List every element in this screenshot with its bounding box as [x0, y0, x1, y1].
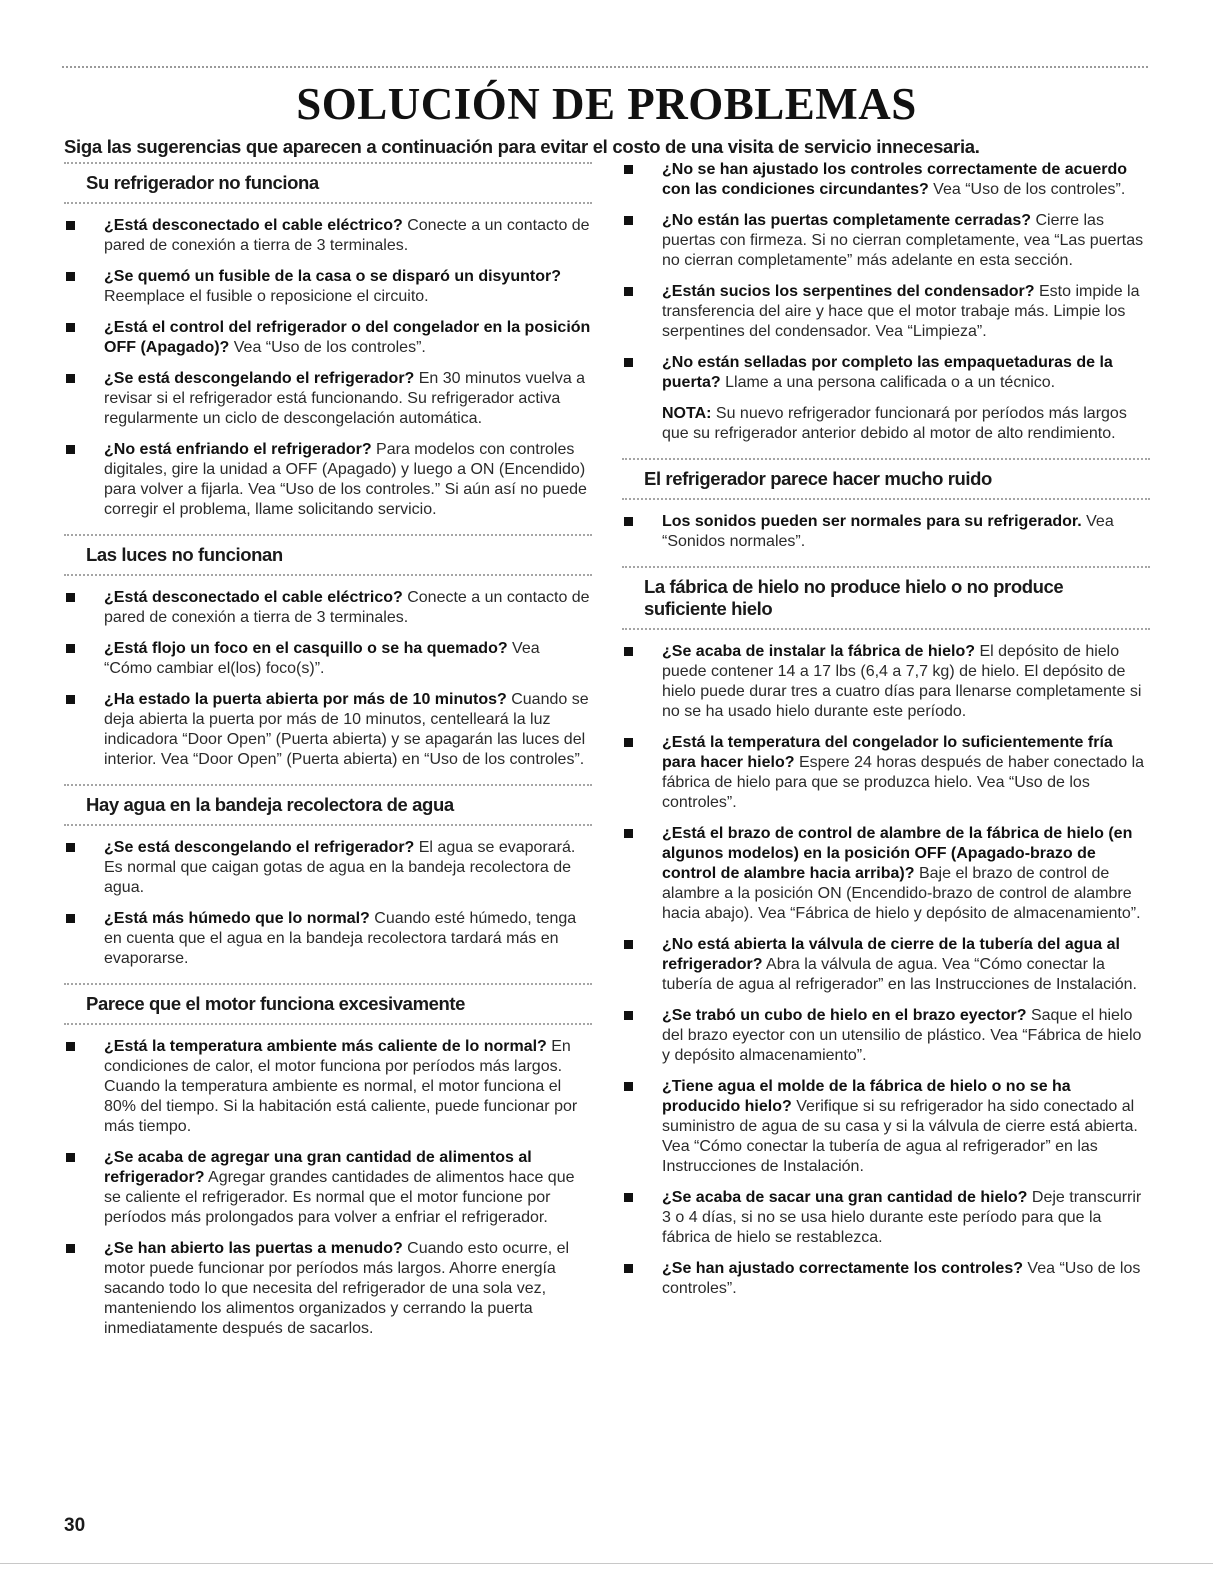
list-item — [64, 909, 592, 969]
list-item — [622, 512, 1150, 552]
item-question: ¿Se trabó un cubo de hielo en el brazo eyector? — [662, 1007, 1027, 1024]
bullet-icon — [66, 272, 75, 281]
bullet-icon — [66, 644, 75, 653]
item-question: ¿Se está descongelando el refrigerador? — [104, 839, 415, 856]
item-answer: Baje el brazo de control de alambre a la posición ON (Encendido-brazo de control de alambre hacia abajo). Vea “Fábrica de hielo y depósito de almacenamiento”. — [662, 865, 1141, 922]
item-question: ¿Se acaba de instalar la fábrica de hielo? — [662, 643, 976, 660]
item-answer: Esto impide la transferencia del aire y hace que el motor trabaje más. Limpie los serpentines del condensador. Vea “Limpieza”. — [662, 283, 1140, 340]
list-item — [64, 216, 592, 256]
item-answer: Reemplace el fusible o reposicione el circuito. — [104, 288, 429, 305]
bullet-icon — [66, 1153, 75, 1162]
list-item — [64, 639, 592, 679]
item-question: ¿Está el brazo de control de alambre de la fábrica de hielo (en algunos modelos) en la posición OFF (Apagado-brazo de control de alambre hacia arriba)? — [662, 825, 1133, 882]
section-heading: La fábrica de hielo no produce hielo o no produce suficiente hielo — [622, 566, 1150, 630]
bullet-icon — [624, 738, 633, 747]
item-answer: En 30 minutos vuelva a revisar si el refrigerador está funcionando. Su refrigerador activa regularmente un ciclo de descongelación automática. — [104, 370, 586, 427]
bullet-icon — [66, 323, 75, 332]
list-item — [622, 824, 1150, 924]
item-question: ¿Está la temperatura ambiente más caliente de lo normal? — [104, 1038, 547, 1055]
item-question: ¿Se acaba de agregar una gran cantidad de alimentos al refrigerador? — [104, 1149, 532, 1186]
item-question: ¿Ha estado la puerta abierta por más de 10 minutos? — [104, 691, 507, 708]
list-item — [64, 1037, 592, 1137]
intro-text: Siga las sugerencias que aparecen a continuación para evitar el costo de una visita de servicio innecesaria. — [64, 136, 980, 157]
list-item — [622, 935, 1150, 995]
item-question: ¿Está desconectado el cable eléctrico? — [104, 217, 403, 234]
section-noise — [622, 458, 1150, 552]
bullet-icon — [66, 221, 75, 230]
bottom-rule — [0, 1563, 1213, 1564]
bullet-icon — [624, 1193, 633, 1202]
item-answer: Cuando se deja abierta la puerta por más de 10 minutos, centelleará la luz indicadora “Door Open” (Puerta abierta) y se apagarán las luces del interior. Vea “Door Open” (Puerta abierta) en “Uso de los controles”. — [104, 691, 589, 768]
bullet-icon — [66, 914, 75, 923]
list-item — [622, 160, 1150, 200]
item-answer: Vea “Uso de los controles”. — [662, 1260, 1141, 1297]
item-answer: Vea “Sonidos normales”. — [662, 513, 1114, 550]
item-question: ¿Está la temperatura del congelador lo suficientemente fría para hacer hielo? — [662, 734, 1113, 771]
section-heading: Las luces no funcionan — [64, 534, 592, 576]
list-item — [622, 211, 1150, 271]
item-question: ¿No está enfriando el refrigerador? — [104, 441, 372, 458]
item-question: ¿Se han ajustado correctamente los controles? — [662, 1260, 1023, 1277]
item-answer: Deje transcurrir 3 o 4 días, si no se usa hielo durante este período para que la fábrica de hielo se restablezca. — [662, 1189, 1142, 1246]
section-water-tray — [64, 784, 592, 969]
bullet-icon — [66, 843, 75, 852]
bullet-icon — [624, 829, 633, 838]
list-item — [622, 282, 1150, 342]
list-item — [622, 1188, 1150, 1248]
bullet-icon — [624, 647, 633, 656]
item-answer: Espere 24 horas después de haber conectado la fábrica de hielo para que se produzca hielo. Vea “Uso de los controles”. — [662, 754, 1145, 811]
bullet-icon — [66, 374, 75, 383]
bullet-icon — [66, 593, 75, 602]
item-question: ¿No está abierta la válvula de cierre de la tubería del agua al refrigerador? — [662, 936, 1120, 973]
item-answer: Agregar grandes cantidades de alimentos hace que se caliente el refrigerador. Es normal que el motor funcione por períodos más prolongados para volver a enfriar el refrigerador. — [104, 1169, 575, 1226]
list-item — [64, 690, 592, 770]
bullet-icon — [624, 165, 633, 174]
item-question: ¿Está flojo un foco en el casquillo o se ha quemado? — [104, 640, 508, 657]
list-item — [64, 838, 592, 898]
section-ice-maker — [622, 566, 1150, 1299]
item-question: ¿No están las puertas completamente cerradas? — [662, 212, 1032, 229]
list-item — [622, 1006, 1150, 1066]
list-item — [64, 588, 592, 628]
item-answer: Cuando esté húmedo, tenga en cuenta que el agua en la bandeja recolectora tardará más en evaporarse. — [104, 910, 577, 967]
bullet-icon — [624, 517, 633, 526]
bullet-icon — [66, 445, 75, 454]
section-motor — [64, 983, 592, 1339]
motor-continued-list — [622, 160, 1150, 393]
item-answer: Verifique si su refrigerador ha sido conectado al suministro de agua de su casa y si la válvula de cierre está abierta. Vea “Cómo conectar la tubería de agua al refrigerador” en las Instrucciones de Instalación. — [662, 1098, 1138, 1175]
list-item — [64, 267, 592, 307]
item-answer: En condiciones de calor, el motor funciona por períodos más largos. Cuando la temperatura ambiente es normal, el motor funciona el 80% del tiempo. Si la habitación está caliente, puede funcionar por más tiempo. — [104, 1038, 578, 1135]
item-question: ¿Está desconectado el cable eléctrico? — [104, 589, 403, 606]
list-item — [64, 369, 592, 429]
bullet-icon — [624, 940, 633, 949]
page-title: SOLUCIÓN DE PROBLEMAS — [296, 79, 917, 129]
bullet-icon — [624, 287, 633, 296]
item-question: ¿Se quemó un fusible de la casa o se disparó un disyuntor? — [104, 268, 561, 285]
note-paragraph — [622, 404, 1150, 444]
item-question: ¿Está el control del refrigerador o del congelador en la posición OFF (Apagado)? — [104, 319, 591, 356]
bullet-icon — [66, 695, 75, 704]
section-heading: El refrigerador parece hacer mucho ruido — [622, 458, 1150, 500]
item-answer: Para modelos con controles digitales, gire la unidad a OFF (Apagado) y luego a ON (Encendido) para volver a fijarla. Vea “Uso de los controles.” Si aún así no puede corregir el problema, llame solicitando servicio. — [104, 441, 587, 518]
bullet-icon — [624, 216, 633, 225]
item-question: ¿No están selladas por completo las empaquetaduras de la puerta? — [662, 354, 1113, 391]
item-answer: Conecte a un contacto de pared de conexión a tierra de 3 terminales. — [104, 217, 590, 254]
page-number: 30 — [64, 1515, 86, 1536]
list-item — [64, 440, 592, 520]
bullet-icon — [624, 1011, 633, 1020]
list-item — [64, 1148, 592, 1228]
left-column — [64, 162, 592, 1353]
item-question: ¿Tiene agua el molde de la fábrica de hielo o no se ha producido hielo? — [662, 1078, 1071, 1115]
item-answer: Vea “Cómo cambiar el(los) foco(s)”. — [104, 640, 540, 677]
list-item — [622, 1077, 1150, 1177]
item-answer: El depósito de hielo puede contener 14 a 17 lbs (6,4 a 7,7 kg) de hielo. El depósito de hielo puede durar tres a cuatro días para llenarse completamente si no se ha usado hielo durante este período. — [662, 643, 1142, 720]
section-not-working — [64, 162, 592, 520]
item-question: ¿No se han ajustado los controles correctamente de acuerdo con las condiciones circundantes? — [662, 161, 1128, 198]
item-answer: Cuando esto ocurre, el motor puede funcionar por períodos más largos. Ahorre energía sacando todo lo que necesita del refrigerador de una sola vez, manteniendo los alimentos organizados y cerrando la puerta inmediatamente después de sacarlos. — [104, 1240, 570, 1337]
list-item — [622, 642, 1150, 722]
section-lights — [64, 534, 592, 770]
section-heading: Parece que el motor funciona excesivamente — [64, 983, 592, 1025]
item-answer: El agua se evaporará. Es normal que caigan gotas de agua en la bandeja recolectora de agua. — [104, 839, 576, 896]
list-item — [64, 1239, 592, 1339]
list-item — [622, 733, 1150, 813]
item-question: ¿Se acaba de sacar una gran cantidad de hielo? — [662, 1189, 1028, 1206]
right-column — [622, 160, 1150, 1313]
item-question: ¿Se han abierto las puertas a menudo? — [104, 1240, 403, 1257]
item-question: Los sonidos pueden ser normales para su refrigerador. — [662, 513, 1082, 530]
item-answer: Abra la válvula de agua. Vea “Cómo conectar la tubería de agua al refrigerador” en las Instrucciones de Instalación. — [662, 956, 1137, 993]
item-answer: Saque el hielo del brazo eyector con un utensilio de plástico. Vea “Fábrica de hielo y depósito almacenamiento”. — [662, 1007, 1142, 1064]
bullet-icon — [624, 1264, 633, 1273]
section-heading: Su refrigerador no funciona — [64, 162, 592, 204]
section-heading: Hay agua en la bandeja recolectora de agua — [64, 784, 592, 826]
list-item — [622, 353, 1150, 393]
item-answer: Cierre las puertas con firmeza. Si no cierran completamente, vea “Las puertas no cierran completamente” más adelante en esta sección. — [662, 212, 1144, 269]
bullet-icon — [624, 1082, 633, 1091]
item-answer: Conecte a un contacto de pared de conexión a tierra de 3 terminales. — [104, 589, 590, 626]
item-answer: Llame a una persona calificada o a un técnico. — [720, 374, 1056, 391]
bullet-icon — [624, 358, 633, 367]
item-question: ¿Se está descongelando el refrigerador? — [104, 370, 415, 387]
list-item — [622, 1259, 1150, 1299]
item-question: ¿Están sucios los serpentines del condensador? — [662, 283, 1035, 300]
note-text: Su nuevo refrigerador funcionará por períodos más largos que su refrigerador anterior debido al motor de alto rendimiento. — [662, 405, 1127, 442]
list-item — [64, 318, 592, 358]
item-answer: Vea “Uso de los controles”. — [928, 181, 1126, 198]
item-question: ¿Está más húmedo que lo normal? — [104, 910, 370, 927]
note-label: NOTA: — [662, 405, 712, 422]
bullet-icon — [66, 1042, 75, 1051]
bullet-icon — [66, 1244, 75, 1253]
item-answer: Vea “Uso de los controles”. — [229, 339, 426, 356]
top-dotted-rule — [62, 66, 1148, 68]
